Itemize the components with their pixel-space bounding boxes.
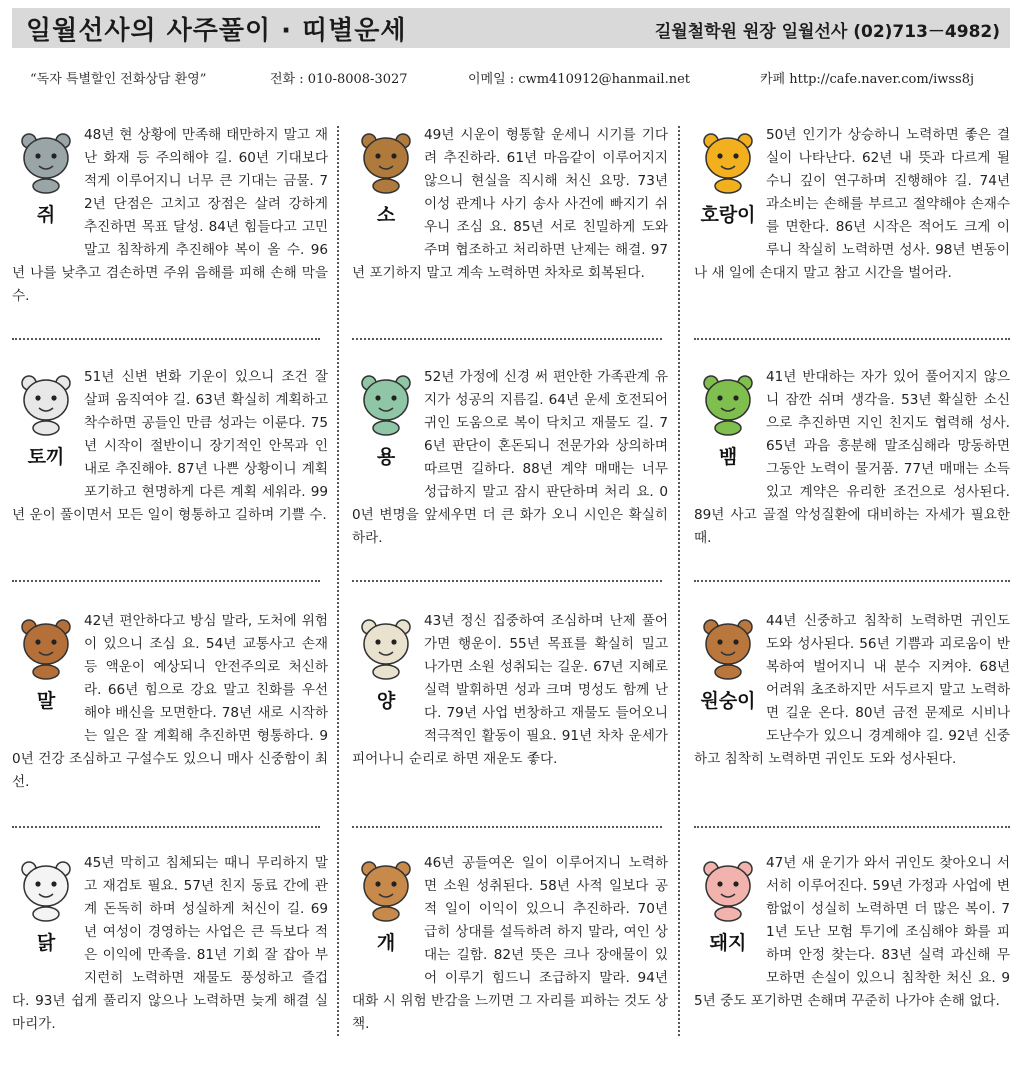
tiger-icon — [699, 128, 757, 194]
zodiac-figure — [352, 610, 420, 732]
header-contact: 길월철학원 원장 일월선사 (02)713－4982) — [654, 22, 1000, 42]
fortune-text: 49년 시운이 형통할 운세니 시기를 기다려 추진하라. 61년 마음같이 이루어지지 않으니 현실을 직시해 처신 요망. 73년 이성 관계나 사기 송사 사건에 빠지기 쉬우니 조심 요. 85년 서로 친밀하게 도와주며 협조하고 처리하면 난제는 해결. 97년 포기하지 말고 계속 노력하면 차차로 회복된다. — [352, 127, 668, 281]
zodiac-name: 개 — [376, 932, 396, 954]
zodiac-figure — [12, 852, 80, 974]
zodiac-name: 원숭이 — [700, 690, 756, 712]
sheep-icon — [357, 614, 415, 680]
zodiac-name: 토끼 — [27, 446, 65, 468]
cafe-link[interactable]: 카페 http://cafe.naver.com/iwss8j — [760, 72, 975, 87]
column-divider — [678, 126, 680, 1036]
fortune-text: 45년 막히고 침체되는 때니 무리하지 말고 재검토 필요. 57년 친지 동료 간에 관계 돈독히 하며 성실하게 처신이 길. 69년 여성이 경영하는 사업은 큰 득보다 적은 이익에 만족을. 81년 기회 잘 잡아 부지런히 노력하면 재물도 풍성하고 즐겁다. 93년 쉽게 풀리지 않으나 노력하면 늦게 해결 실마리가. — [12, 855, 328, 1032]
rat-icon — [17, 128, 75, 194]
zodiac-figure — [694, 610, 762, 732]
fortune-text: 47년 새 운기가 와서 귀인도 찾아오니 서서히 이루어진다. 59년 가정과 사업에 변함없이 성실히 노력하면 더 많은 복이. 71년 도난 모험 투기에 조심해야 화를 피하며 안정 찾는다. 83년 실력 과신해 무모하면 손실이 있으니 침착한 처신 요. 95년 중도 포기하면 손해며 꾸준히 나가야 손해 없다. — [694, 855, 1010, 1009]
zodiac-entry — [12, 852, 328, 1072]
zodiac-figure — [12, 124, 80, 246]
zodiac-entry — [12, 124, 328, 344]
zodiac-name: 용 — [376, 446, 396, 468]
dog-icon — [357, 856, 415, 922]
zodiac-entry — [694, 124, 1010, 344]
fortune-text: 50년 인기가 상승하니 노력하면 좋은 결실이 나타난다. 62년 내 뜻과 다르게 될 수니 깊이 연구하며 진행해야 길. 74년 과소비는 손해를 부르고 절약해야 손재수를 면한다. 86년 시작은 적어도 크게 이루니 착실히 노력하면 성사. 98년 변동이나 새 일에 손대지 말고 참고 시간을 벌어라. — [694, 127, 1010, 281]
snake-icon — [699, 370, 757, 436]
dragon-icon — [357, 370, 415, 436]
zodiac-figure — [12, 366, 80, 488]
zodiac-name: 소 — [376, 204, 396, 226]
zodiac-entry — [694, 366, 1010, 586]
zodiac-entry — [694, 852, 1010, 1072]
phone-text: 전화 : 010-8008-3027 — [270, 72, 408, 87]
zodiac-name: 닭 — [36, 932, 56, 954]
rooster-icon — [17, 856, 75, 922]
fortune-text: 41년 반대하는 자가 있어 풀어지지 않으니 잠깐 쉬며 생각을. 53년 확실한 소신으로 추진하면 지인 친지도 협력해 성사. 65년 과음 흥분해 말조심해라 망동하면 그동안 노력이 물거품. 77년 매매는 소득 있고 계약은 유리한 조건으로 성사된다. 89년 사고 골절 악성질환에 대비하는 자세가 필요한 때. — [694, 369, 1010, 546]
pig-icon — [699, 856, 757, 922]
zodiac-figure — [694, 124, 762, 246]
ox-icon — [357, 128, 415, 194]
rabbit-icon — [17, 370, 75, 436]
fortune-text: 52년 가정에 신경 써 편안한 가족관계 유지가 성공의 지름길. 64년 운세 호전되어 귀인 도움으로 복이 닥치고 재물도 길. 76년 판단이 혼돈되니 전문가와 상의하며 따르면 길하다. 88년 계약 매매는 너무 성급하지 말고 잠시 판단하며 처리 요. 00년 변명을 앞세우면 더 큰 화가 오니 시인은 확실히 하라. — [352, 369, 668, 546]
fortune-text: 42년 편안하다고 방심 말라, 도처에 위험이 있으니 조심 요. 54년 교통사고 손재 등 액운이 예상되니 안전주의로 처신하라. 66년 힘으로 강요 말고 친화를 우선해야 배신을 모면한다. 78년 새로 시작하는 일은 잘 계획해 추진하면 형통하다. 90년 건강 조심하고 구설수도 있으니 매사 신중함이 최선. — [12, 613, 328, 790]
zodiac-entry — [694, 610, 1010, 830]
column-divider — [337, 126, 339, 1036]
zodiac-name: 말 — [36, 690, 56, 712]
horse-icon — [17, 614, 75, 680]
zodiac-name: 양 — [376, 690, 396, 712]
fortune-text: 46년 공들여온 일이 이루어지니 노력하면 소원 성취된다. 58년 사적 일보다 공적 일이 이익이 있으니 추진하라. 70년 급히 상대를 설득하려 하지 말라, 여인 상대는 길함. 82년 뜻은 크나 장애물이 있어 이루기 힘드니 조급하지 말라. 94년 대화 시 위험 반감을 느끼면 그 자리를 피하는 것도 상책. — [352, 855, 668, 1032]
zodiac-entry — [12, 366, 328, 586]
zodiac-entry — [352, 852, 668, 1072]
promo-text: “독자 특별할인 전화상담 환영” — [30, 72, 207, 87]
zodiac-figure — [352, 124, 420, 246]
zodiac-name: 돼지 — [709, 932, 747, 954]
fortune-text: 51년 신변 변화 기운이 있으니 조건 잘 살펴 움직여야 길. 63년 확실히 계획하고 착수하면 공들인 만큼 성과는 이룬다. 75년 시작이 절반이니 장기적인 안목과 인내로 추진해야. 87년 나쁜 상황이니 계획 포기하고 현명하게 다른 계획 세워라. 99년 운이 풀이면서 모든 일이 형통하고 길하며 기쁠 수. — [12, 369, 328, 523]
fortune-text: 44년 신중하고 침착히 노력하면 귀인도 도와 성사된다. 56년 기쁨과 괴로움이 반복하여 벌어지니 내 분수 지켜야. 68년 어려워 초조하지만 서두르지 말고 노력하면 길운 온다. 80년 금전 문제로 시비나 도난수가 있으니 경계해야 길. 92년 신중하고 침착히 노력하면 귀인도 도와 성사된다. — [694, 613, 1010, 767]
zodiac-entry — [352, 124, 668, 344]
header-bar — [12, 8, 1010, 48]
zodiac-figure — [352, 366, 420, 488]
fortune-text: 48년 현 상황에 만족해 태만하지 말고 재난 화재 등 주의해야 길. 60년 기대보다 적게 이루어지니 너무 큰 기대는 금물. 72년 단점은 고치고 장점은 살려 강하게 추진하면 목표 달성. 84년 힘들다고 고민 말고 침착하게 추진해야 복이 올 수. 96년 나를 낮추고 겸손하면 주위 음해를 피해 손해 막을 수. — [12, 127, 328, 304]
fortune-text: 43년 정신 집중하여 조심하며 난제 풀어 가면 행운이. 55년 목표를 확실히 밀고 나가면 소원 성취되는 길운. 67년 지혜로 실력 발휘하면 성과 크며 명성도 함께 난다. 79년 사업 번창하고 재물도 들어오니 적극적인 활동이 필요. 91년 차차 운세가 피어나니 순리로 하면 재운도 좋다. — [352, 613, 668, 767]
zodiac-entry — [12, 610, 328, 830]
zodiac-entry — [352, 610, 668, 830]
zodiac-figure — [12, 610, 80, 732]
zodiac-name: 호랑이 — [700, 204, 756, 226]
zodiac-name: 뱀 — [718, 446, 738, 468]
zodiac-name: 쥐 — [36, 204, 56, 226]
page-title: 일월선사의 사주풀이 · 띠별운세 — [26, 16, 407, 46]
email-text[interactable]: 이메일 : cwm410912@hanmail.net — [468, 72, 690, 87]
monkey-icon — [699, 614, 757, 680]
zodiac-figure — [694, 366, 762, 488]
zodiac-figure — [694, 852, 762, 974]
zodiac-entry — [352, 366, 668, 586]
zodiac-figure — [352, 852, 420, 974]
